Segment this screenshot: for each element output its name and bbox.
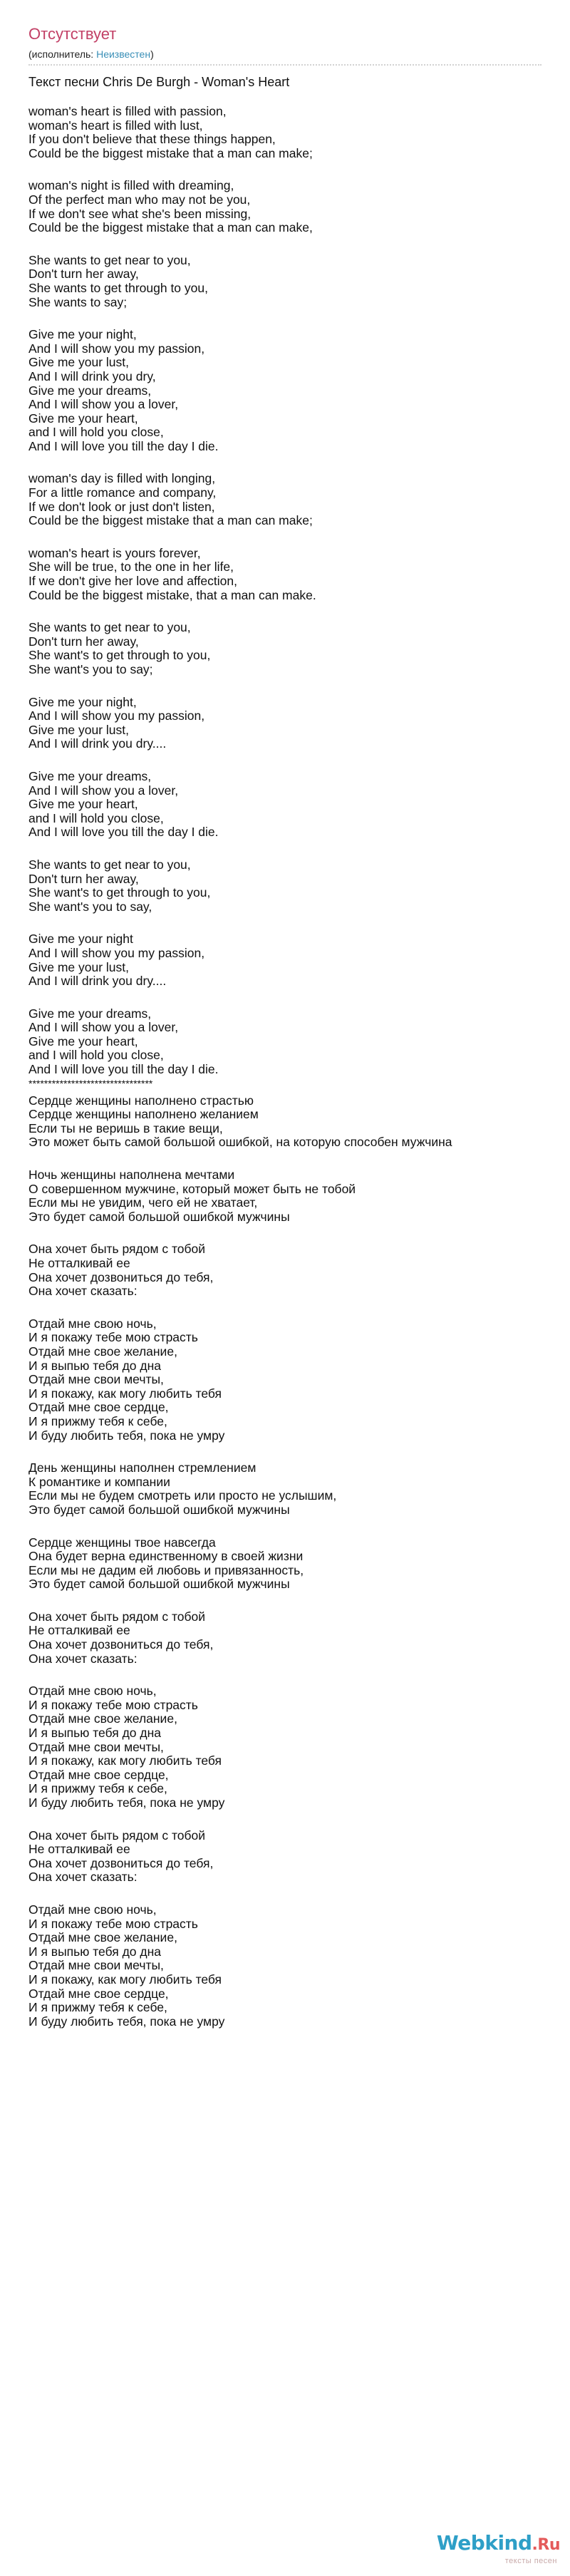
artist-line: [28, 47, 542, 61]
lyrics-line: She want's to get through to you,: [28, 885, 211, 900]
translation-line: Она хочет дозвониться до тебя,: [28, 1637, 214, 1652]
translation-line: Она хочет быть рядом с тобой: [28, 1609, 206, 1624]
lyrics-line: woman's day is filled with longing,: [28, 471, 216, 486]
lyrics-stanza: [28, 472, 542, 527]
artist-prefix: (исполнитель:: [28, 48, 97, 60]
lyrics-line: Give me your heart,: [28, 797, 138, 812]
translation-stanza: [28, 1317, 542, 1443]
lyrics-line: If we don't look or just don't listen,: [28, 499, 215, 514]
lyrics-line: And I will show you my passion,: [28, 341, 205, 356]
lyrics-line: and I will hold you close,: [28, 810, 164, 825]
lyrics-line: She wants to say;: [28, 294, 128, 309]
translation-line: Она хочет быть рядом с тобой: [28, 1828, 206, 1843]
translation-line: Она будет верна единственному в своей жизни: [28, 1549, 304, 1564]
translation-line: И я выпью тебя до дна: [28, 1944, 161, 1959]
translation-stanza: [28, 1094, 542, 1150]
logo-suffix: .Ru: [532, 2536, 560, 2554]
translation-line: Если мы не будем смотреть или просто не услышим,: [28, 1488, 337, 1503]
lyrics-line: Don't turn her away,: [28, 871, 139, 886]
translation-line: Отдай мне свои мечты,: [28, 1958, 164, 1973]
lyrics-stanza: [28, 858, 542, 914]
lyrics-line: And I will love you till the day I die.: [28, 438, 219, 453]
lyrics-stanza: [28, 105, 542, 160]
translation-line: К романтике и компании: [28, 1474, 170, 1489]
translation-line: И я покажу тебе мою страсть: [28, 1330, 198, 1345]
lyrics-line: If you don't believe that these things happen,: [28, 132, 276, 147]
translation-line: И я выпью тебя до дна: [28, 1358, 161, 1373]
lyrics-line: Don't turn her away,: [28, 267, 139, 282]
lyrics-line: Could be the biggest mistake that a man can make;: [28, 513, 313, 528]
lyrics-line: And I will show you a lover,: [28, 1020, 179, 1035]
lyrics-line: Could be the biggest mistake that a man can make,: [28, 220, 313, 235]
translation-stanza: [28, 1903, 542, 2029]
lyrics-line: She want's to get through to you,: [28, 648, 211, 663]
translation-line: Не отталкивай ее: [28, 1842, 130, 1857]
translation-line: Если ты не веришь в такие вещи,: [28, 1120, 223, 1135]
translation-stanza: [28, 1461, 542, 1517]
lyrics-line: Give me your dreams,: [28, 383, 152, 398]
lyrics-line: Give me your lust,: [28, 959, 130, 974]
translation-line: Не отталкивай ее: [28, 1623, 130, 1638]
translation-line: Сердце женщины наполнено желанием: [28, 1107, 259, 1122]
translation-line: И я покажу, как могу любить тебя: [28, 1972, 222, 1987]
translation-line: И я покажу, как могу любить тебя: [28, 1753, 222, 1768]
lyrics-stanza: [28, 254, 542, 309]
lyrics-line: And I will drink you dry....: [28, 974, 167, 989]
translation-line: Если мы не дадим ей любовь и привязанность,: [28, 1562, 304, 1577]
translation-line: И я покажу, как могу любить тебя: [28, 1386, 222, 1401]
translation-line: И я покажу тебе мою страсть: [28, 1916, 198, 1931]
lyrics-line: She wants to get through to you,: [28, 280, 208, 295]
song-title: Отсутствует: [28, 25, 117, 43]
lyrics-line: Give me your night,: [28, 694, 137, 709]
translation-line: Отдай мне свое желание,: [28, 1930, 177, 1945]
translation-line: Она хочет сказать:: [28, 1651, 138, 1666]
lyrics-stanza: [28, 932, 542, 988]
lyrics-line: She want's you to say;: [28, 662, 153, 676]
lyrics-line: If we don't give her love and affection,: [28, 574, 237, 589]
lyrics-heading: Текст песни Chris De Burgh - Woman's Heart: [28, 75, 290, 89]
lyrics-line: And I will drink you dry,: [28, 369, 156, 383]
translation-line: Если мы не увидим, чего ей не хватает,: [28, 1195, 258, 1210]
translation-line: О совершенном мужчине, который может быть не тобой: [28, 1181, 356, 1196]
translation-line: И я выпью тебя до дна: [28, 1726, 161, 1741]
translation-line: Сердце женщины твое навсегда: [28, 1535, 216, 1550]
translation-line: Отдай мне свои мечты,: [28, 1739, 164, 1754]
logo-main: Webkind: [436, 2531, 532, 2555]
lyrics-line: Could be the biggest mistake, that a man can make.: [28, 587, 316, 602]
lyrics-line: woman's heart is filled with lust,: [28, 118, 203, 133]
translation-line: Это будет самой большой ошибкой мужчины: [28, 1577, 290, 1592]
translation-line: Отдай мне свое сердце,: [28, 1400, 169, 1415]
translation-line: Это может быть самой большой ошибкой, на которую способен мужчина: [28, 1135, 452, 1150]
logo-wordmark: [437, 2533, 560, 2556]
lyrics-line: Give me your lust,: [28, 355, 130, 370]
lyrics-line: She wants to get near to you,: [28, 620, 191, 635]
translation-line: Это будет самой большой ошибкой мужчины: [28, 1209, 290, 1224]
lyrics-line: Give me your heart,: [28, 411, 138, 426]
lyrics-line: Of the perfect man who may not be you,: [28, 192, 251, 207]
lyrics-line: For a little romance and company,: [28, 485, 217, 500]
logo-tagline: тексты песен: [504, 2557, 557, 2565]
lyrics-line: And I will show you a lover,: [28, 397, 179, 412]
translation-line: Она хочет дозвониться до тебя,: [28, 1855, 214, 1870]
translation-line: Отдай мне свою ночь,: [28, 1684, 157, 1699]
lyrics-line: Give me your dreams,: [28, 1006, 152, 1021]
lyrics-line: She wants to get near to you,: [28, 857, 191, 872]
lyrics-line: and I will hold you close,: [28, 425, 164, 440]
lyrics-line: Give me your heart,: [28, 1034, 138, 1049]
translation-line: Отдай мне свое желание,: [28, 1344, 177, 1359]
lyrics-stanza: [28, 621, 542, 676]
translation-line: Сердце женщины наполнено страстью: [28, 1093, 254, 1108]
translation-line: Она хочет сказать:: [28, 1284, 138, 1299]
translation-line: Отдай мне свое желание,: [28, 1711, 177, 1726]
lyrics-line: Give me your lust,: [28, 722, 130, 737]
lyrics-line: Could be the biggest mistake that a man can make;: [28, 145, 313, 160]
translation-line: Отдай мне свою ночь,: [28, 1902, 157, 1917]
lyrics-line: Don't turn her away,: [28, 634, 139, 649]
translation-stanza: [28, 1610, 542, 1666]
song-header: [28, 24, 542, 66]
lyrics-line: She will be true, to the one in her life,: [28, 560, 234, 575]
translation-line: Она хочет дозвониться до тебя,: [28, 1269, 214, 1284]
translation-line: Отдай мне свои мечты,: [28, 1372, 164, 1387]
translation-line: Отдай мне свою ночь,: [28, 1316, 157, 1331]
lyrics-line: Give me your dreams,: [28, 768, 152, 783]
lyrics-line: She wants to get near to you,: [28, 252, 191, 267]
translation-line: И буду любить тебя, пока не умру: [28, 1796, 225, 1810]
artist-link[interactable]: Неизвестен: [96, 48, 151, 60]
lyrics-stanza: [28, 770, 542, 840]
lyrics-line: woman's night is filled with dreaming,: [28, 178, 234, 193]
translation-line: Она хочет сказать:: [28, 1870, 138, 1885]
lyrics-line: woman's heart is filled with passion,: [28, 104, 227, 118]
translation-line: И я покажу тебе мою страсть: [28, 1697, 198, 1712]
translation-stanza: [28, 1684, 542, 1810]
translation-line: Не отталкивай ее: [28, 1256, 130, 1270]
artist-suffix: ): [150, 48, 154, 60]
translation-stanza: [28, 1829, 542, 1885]
translation-stanza: [28, 1168, 542, 1224]
translation-stanza: [28, 1536, 542, 1592]
lyrics-line: woman's heart is yours forever,: [28, 545, 201, 560]
translation-stanza: [28, 1242, 542, 1298]
lyrics-stanza: [28, 547, 542, 602]
translation-line: И я прижму тебя к себе,: [28, 1413, 167, 1428]
lyrics-line: And I will show you my passion,: [28, 709, 205, 723]
translation-line: Отдай мне свое сердце,: [28, 1986, 169, 2001]
lyrics-line: She want's you to say,: [28, 899, 152, 914]
translation-line: И буду любить тебя, пока не умру: [28, 2014, 225, 2029]
translation-line: Отдай мне свое сердце,: [28, 1767, 169, 1782]
translation-line: Ночь женщины наполнена мечтами: [28, 1168, 235, 1183]
lyrics-line: And I will show you a lover,: [28, 783, 179, 798]
lyrics-stanza: [28, 1007, 542, 1077]
translation-line: И я прижму тебя к себе,: [28, 2000, 167, 2015]
lyrics-line: and I will hold you close,: [28, 1048, 164, 1063]
lyrics-line: And I will love you till the day I die.: [28, 825, 219, 840]
translation-line: И буду любить тебя, пока не умру: [28, 1428, 225, 1443]
site-logo[interactable]: [437, 2533, 560, 2566]
lyrics-line: If we don't see what she's been missing,: [28, 206, 252, 221]
lyrics-line: And I will drink you dry....: [28, 736, 167, 751]
lyrics-stanza: [28, 696, 542, 751]
lyrics-separator: ********************************: [28, 1077, 153, 1089]
lyrics-line: Give me your night: [28, 932, 133, 947]
translation-line: Она хочет быть рядом с тобой: [28, 1242, 206, 1257]
translation-line: День женщины наполнен стремлением: [28, 1460, 256, 1475]
translation-line: Это будет самой большой ошибкой мужчины: [28, 1502, 290, 1517]
lyrics-stanza: [28, 179, 542, 235]
lyrics-line: Give me your night,: [28, 327, 137, 342]
lyrics-line: And I will show you my passion,: [28, 945, 205, 960]
lyrics-body: [28, 90, 542, 2029]
translation-line: И я прижму тебя к себе,: [28, 1781, 167, 1796]
lyrics-stanza: [28, 328, 542, 453]
lyrics-line: And I will love you till the day I die.: [28, 1062, 219, 1077]
